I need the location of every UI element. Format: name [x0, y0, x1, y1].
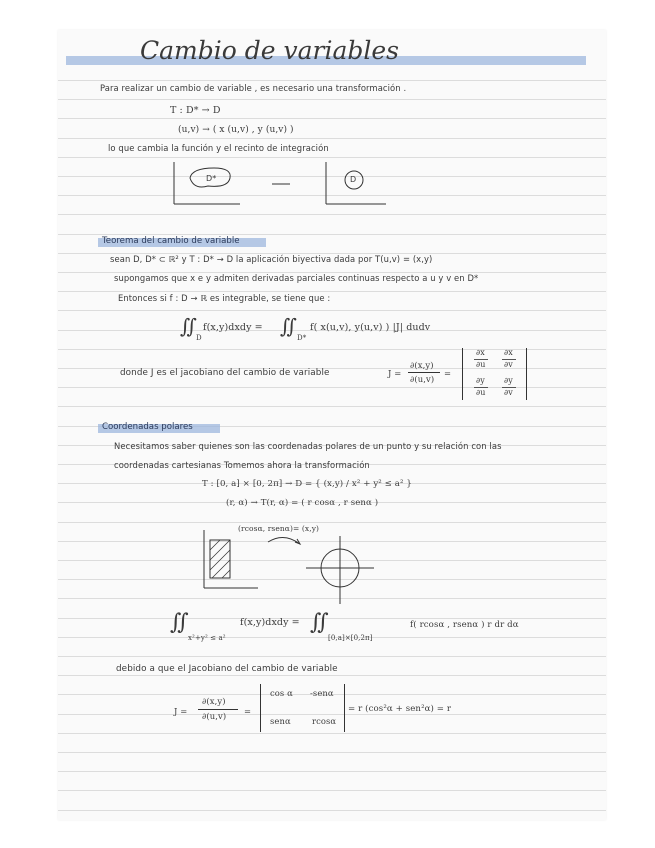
region-d-star-label: D* [206, 174, 217, 183]
page-title: Cambio de variables [140, 36, 399, 65]
theorem-line-2: supongamos que x e y admiten derivadas parciales continuas respecto a u y v en D* [114, 273, 479, 283]
ruled-line [58, 771, 606, 772]
polar-j-equals: = [244, 706, 252, 716]
intro-line-2: lo que cambia la función y el recinto de integración [108, 143, 329, 153]
theorem-rhs-subscript: D* [297, 334, 307, 342]
theorem-line-3: Entonces si f : D → ℝ es integrable, se tiene que : [118, 293, 331, 303]
polar-axes [306, 536, 374, 604]
ruled-line [58, 118, 606, 119]
polar-rhs-integral-sign: ∬ [310, 610, 329, 635]
theorem-m21-den: ∂u [476, 388, 486, 397]
theorem-m12-den: ∂v [504, 360, 513, 369]
intro-map: T : D* → D [170, 105, 221, 116]
polar-j-result: = r (cos²α + sen²α) = r [348, 704, 452, 714]
theorem-matrix-midline-2 [502, 359, 516, 360]
intro-pair: (u,v) → ( x (u,v) , y (u,v) ) [178, 125, 294, 135]
theorem-j-fraction-bar [408, 372, 440, 373]
ruled-line [58, 733, 606, 734]
polar-m22: rcosα [312, 716, 337, 726]
theorem-line-1: sean D, D* ⊂ ℝ² y T : D* → D la aplicación biyectiva dada por T(u,v) = (x,y) [110, 254, 433, 264]
ruled-line [58, 138, 606, 139]
theorem-m12: ∂x [504, 348, 513, 357]
theorem-matrix-right-bar [526, 348, 527, 400]
theorem-matrix-midline-4 [502, 387, 516, 388]
ruled-line [58, 714, 606, 715]
ruled-line [58, 656, 606, 657]
theorem-rhs-integral-sign: ∬ [280, 314, 298, 338]
polar-j-label: J = [174, 706, 188, 716]
ruled-line [58, 310, 606, 311]
ruled-line [58, 214, 606, 215]
polar-rhs-subscript: [0,a]×[0,2π] [328, 634, 373, 642]
theorem-heading: Teorema del cambio de variable [102, 236, 240, 246]
polar-heading: Coordenadas polares [102, 422, 193, 432]
region-diagram [168, 158, 488, 210]
ruled-line [58, 349, 606, 350]
ruled-line [58, 522, 606, 523]
theorem-lhs-integral-sign: ∬ [180, 314, 198, 338]
theorem-lhs-subscript: D [196, 334, 202, 342]
theorem-m22-den: ∂v [504, 388, 513, 397]
polar-line-3: debido a que el Jacobiano del cambio de variable [116, 664, 338, 674]
polar-j-numerator: ∂(x,y) [202, 696, 226, 706]
theorem-j-numerator: ∂(x,y) [410, 360, 434, 370]
theorem-j-denominator: ∂(u,v) [410, 374, 435, 384]
ruled-line [58, 810, 606, 811]
polar-m21: senα [270, 716, 291, 726]
theorem-jacobian-text: donde J es el jacobiano del cambio de variable [120, 368, 330, 378]
polar-matrix-right-bar [344, 684, 345, 732]
polar-lhs-integral-sign: ∬ [170, 610, 189, 635]
hatch-lines [210, 540, 230, 578]
polar-map: T : [0, a] × [0, 2π] → D = { (x,y) / x² + y² ≤ a² } [202, 479, 412, 489]
theorem-j-label: J = [388, 368, 402, 378]
ruled-line [58, 406, 606, 407]
polar-pair: (r, α) → T(r, α) = ( r cosα , r senα ) [226, 498, 379, 508]
theorem-m21: ∂y [476, 376, 485, 385]
theorem-rhs-integrand: f( x(u,v), y(u,v) ) |J| dudv [310, 322, 431, 333]
ruled-line [58, 387, 606, 388]
ruled-line [58, 790, 606, 791]
region-d-label: D [350, 175, 357, 184]
ruled-line [58, 99, 606, 100]
ruled-line [58, 80, 606, 81]
curved-arrow-icon [268, 537, 300, 544]
polar-m11: cos α [270, 688, 293, 698]
theorem-matrix-left-bar [462, 348, 463, 400]
ruled-line [58, 675, 606, 676]
polar-line-1: Necesitamos saber quienes son las coordenadas polares de un punto y su relación con las [114, 441, 502, 451]
polar-diagram [198, 530, 478, 610]
theorem-matrix-midline-3 [474, 387, 488, 388]
hatched-rectangle [210, 540, 230, 578]
theorem-lhs-integrand: f(x,y)dxdy = [203, 322, 263, 333]
notebook-page [58, 30, 606, 820]
intro-line-1: Para realizar un cambio de variable , es necesario una transformación . [100, 83, 407, 93]
ruled-line [58, 752, 606, 753]
ruled-line [58, 618, 606, 619]
polar-lhs-integrand: f(x,y)dxdy = [240, 617, 300, 628]
polar-annotation: (rcosα, rsenα)= (x,y) [238, 524, 320, 533]
polar-m12: -senα [310, 688, 334, 698]
theorem-m11-den: ∂u [476, 360, 486, 369]
theorem-m11: ∂x [476, 348, 485, 357]
theorem-matrix-midline-1 [474, 359, 488, 360]
polar-j-fraction-bar [198, 709, 238, 710]
polar-lhs-subscript: x²+y² ≤ a² [188, 634, 226, 642]
polar-rhs-integrand: f( rcosα , rsenα ) r dr dα [410, 620, 519, 630]
polar-line-2: coordenadas cartesianas Tomemos ahora la transformación [114, 460, 370, 470]
polar-j-denominator: ∂(u,v) [202, 711, 227, 721]
ruled-line [58, 234, 606, 235]
polar-matrix-left-bar [260, 684, 261, 732]
theorem-j-equals: = [444, 368, 452, 378]
ruled-line [58, 291, 606, 292]
theorem-m22: ∂y [504, 376, 513, 385]
rect-axes [204, 530, 258, 588]
